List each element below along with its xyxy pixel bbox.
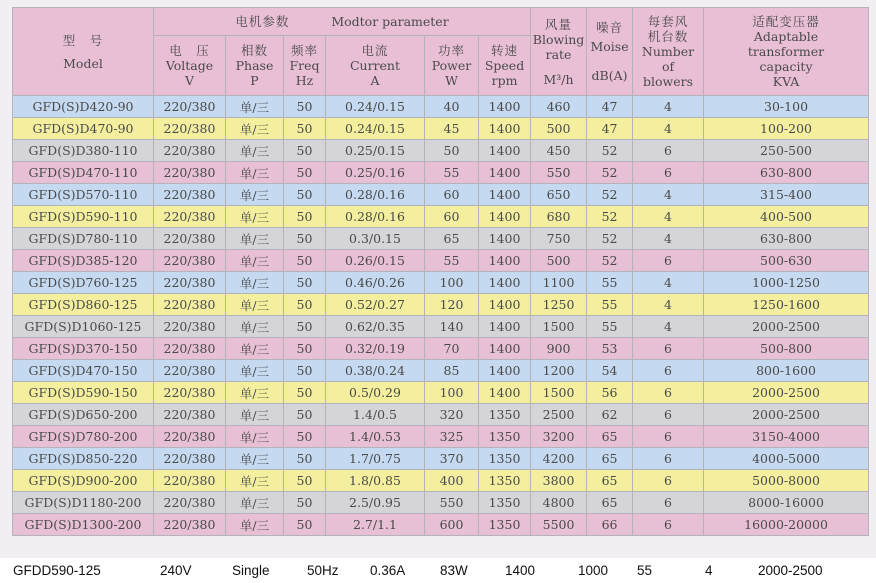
cell-speed: 1400 (479, 250, 531, 272)
cell-noise: 55 (587, 272, 633, 294)
cell-power: 60 (425, 184, 479, 206)
cell-model: GFD(S)D850-220 (13, 448, 154, 470)
cell-model: GFD(S)D760-125 (13, 272, 154, 294)
cell-power: 325 (425, 426, 479, 448)
cell-voltage: 220/380 (154, 492, 226, 514)
cell-speed: 1400 (479, 316, 531, 338)
cell-model: GFD(S)D1060-125 (13, 316, 154, 338)
cell-speed: 1350 (479, 470, 531, 492)
cell-speed: 1400 (479, 140, 531, 162)
table-row (13, 294, 869, 316)
cell-current: 1.4/0.53 (326, 426, 425, 448)
cell-kva: 2000-2500 (704, 404, 869, 426)
cell-freq: 50 (284, 426, 326, 448)
cell-kva: 16000-20000 (704, 514, 869, 536)
cell-voltage: 220/380 (154, 514, 226, 536)
cell-flow: 680 (531, 206, 587, 228)
cell-flow: 1250 (531, 294, 587, 316)
cell-current: 2.5/0.95 (326, 492, 425, 514)
cell-voltage: 220/380 (154, 206, 226, 228)
blowing-rate-header: 风量 Blowing rate M³/h (531, 8, 587, 96)
cell-noise: 55 (587, 294, 633, 316)
cell-model: GFD(S)D590-110 (13, 206, 154, 228)
cell-noise: 52 (587, 140, 633, 162)
table-row (13, 316, 869, 338)
cell-noise: 53 (587, 338, 633, 360)
cell-current: 0.52/0.27 (326, 294, 425, 316)
cell-freq: 50 (284, 272, 326, 294)
cell-noise: 52 (587, 162, 633, 184)
cell-kva: 630-800 (704, 228, 869, 250)
cell-speed: 1350 (479, 448, 531, 470)
cell-kva: 4000-5000 (704, 448, 869, 470)
cell-kva: 250-500 (704, 140, 869, 162)
cell-current: 0.5/0.29 (326, 382, 425, 404)
cell-noise: 52 (587, 228, 633, 250)
cell-flow: 1200 (531, 360, 587, 382)
cell-freq: 50 (284, 470, 326, 492)
cell-voltage: 220/380 (154, 118, 226, 140)
cell-current: 1.4/0.5 (326, 404, 425, 426)
footer-power: 83W (440, 563, 468, 578)
cell-noise: 55 (587, 316, 633, 338)
cell-phase: 单/三 (226, 250, 284, 272)
cell-power: 550 (425, 492, 479, 514)
cell-power: 120 (425, 294, 479, 316)
footer-noise: 55 (637, 563, 653, 578)
footer-model: GFDD590-125 (13, 563, 101, 578)
cell-voltage: 220/380 (154, 228, 226, 250)
cell-power: 65 (425, 228, 479, 250)
cell-blowers: 6 (633, 426, 704, 448)
cell-voltage: 220/380 (154, 338, 226, 360)
cell-noise: 62 (587, 404, 633, 426)
footer-blowers: 4 (705, 563, 713, 578)
cell-kva: 5000-8000 (704, 470, 869, 492)
motor-parameter-header: 电机参数 Modtor parameter (154, 8, 531, 36)
blowers-header: 每套风 机台数 Number of blowers (633, 8, 704, 96)
cell-kva: 100-200 (704, 118, 869, 140)
cell-voltage: 220/380 (154, 184, 226, 206)
cell-noise: 66 (587, 514, 633, 536)
cell-power: 600 (425, 514, 479, 536)
cell-kva: 2000-2500 (704, 382, 869, 404)
cell-power: 85 (425, 360, 479, 382)
cell-noise: 47 (587, 118, 633, 140)
cell-current: 0.32/0.19 (326, 338, 425, 360)
cell-flow: 750 (531, 228, 587, 250)
cell-freq: 50 (284, 184, 326, 206)
cell-flow: 3800 (531, 470, 587, 492)
cell-power: 100 (425, 382, 479, 404)
cell-model: GFD(S)D370-150 (13, 338, 154, 360)
table-row (13, 96, 869, 118)
table-body (13, 96, 869, 536)
cell-flow: 450 (531, 140, 587, 162)
footer-current: 0.36A (370, 563, 406, 578)
cell-phase: 单/三 (226, 514, 284, 536)
table-row (13, 162, 869, 184)
cell-noise: 52 (587, 184, 633, 206)
cell-speed: 1400 (479, 96, 531, 118)
cell-power: 370 (425, 448, 479, 470)
cell-current: 0.62/0.35 (326, 316, 425, 338)
cell-noise: 52 (587, 206, 633, 228)
cell-voltage: 220/380 (154, 250, 226, 272)
cell-model: GFD(S)D900-200 (13, 470, 154, 492)
cell-speed: 1400 (479, 184, 531, 206)
cell-flow: 460 (531, 96, 587, 118)
cell-blowers: 6 (633, 448, 704, 470)
cell-flow: 2500 (531, 404, 587, 426)
table-row (13, 140, 869, 162)
table-row (13, 272, 869, 294)
cell-flow: 1500 (531, 316, 587, 338)
cell-voltage: 220/380 (154, 162, 226, 184)
cell-voltage: 220/380 (154, 404, 226, 426)
cell-speed: 1400 (479, 118, 531, 140)
cell-power: 400 (425, 470, 479, 492)
table-row (13, 404, 869, 426)
cell-freq: 50 (284, 404, 326, 426)
cell-freq: 50 (284, 140, 326, 162)
cell-kva: 800-1600 (704, 360, 869, 382)
cell-model: GFD(S)D470-90 (13, 118, 154, 140)
cell-phase: 单/三 (226, 404, 284, 426)
cell-model: GFD(S)D380-110 (13, 140, 154, 162)
cell-blowers: 6 (633, 470, 704, 492)
cell-speed: 1400 (479, 162, 531, 184)
cell-model: GFD(S)D470-150 (13, 360, 154, 382)
cell-blowers: 4 (633, 272, 704, 294)
cell-flow: 1500 (531, 382, 587, 404)
cell-current: 0.28/0.16 (326, 206, 425, 228)
transformer-header: 适配变压器 Adaptable transformer capacity KVA (704, 8, 869, 96)
cell-flow: 4800 (531, 492, 587, 514)
noise-header: 噪音 Moise dB(A) (587, 8, 633, 96)
cell-blowers: 4 (633, 206, 704, 228)
cell-power: 45 (425, 118, 479, 140)
table-row (13, 228, 869, 250)
footer-freq: 50Hz (307, 563, 339, 578)
cell-model: GFD(S)D860-125 (13, 294, 154, 316)
cell-model: GFD(S)D780-110 (13, 228, 154, 250)
cell-freq: 50 (284, 206, 326, 228)
cell-freq: 50 (284, 316, 326, 338)
table-row (13, 338, 869, 360)
cell-current: 0.25/0.16 (326, 162, 425, 184)
table-row (13, 118, 869, 140)
cell-phase: 单/三 (226, 118, 284, 140)
cell-freq: 50 (284, 514, 326, 536)
cell-freq: 50 (284, 382, 326, 404)
cell-speed: 1350 (479, 426, 531, 448)
table-row (13, 360, 869, 382)
cell-model: GFD(S)D420-90 (13, 96, 154, 118)
cell-power: 55 (425, 250, 479, 272)
cell-kva: 3150-4000 (704, 426, 869, 448)
cell-flow: 500 (531, 118, 587, 140)
cell-phase: 单/三 (226, 316, 284, 338)
cell-noise: 65 (587, 426, 633, 448)
cell-phase: 单/三 (226, 294, 284, 316)
cell-kva: 1250-1600 (704, 294, 869, 316)
cell-current: 0.24/0.15 (326, 96, 425, 118)
cell-power: 100 (425, 272, 479, 294)
cell-power: 140 (425, 316, 479, 338)
cell-flow: 500 (531, 250, 587, 272)
table-row (13, 382, 869, 404)
footer-flow: 1000 (578, 563, 609, 578)
cell-blowers: 4 (633, 96, 704, 118)
table-row (13, 206, 869, 228)
freq-header: 频率 Freq Hz (284, 36, 326, 96)
cell-phase: 单/三 (226, 360, 284, 382)
cell-flow: 1100 (531, 272, 587, 294)
cell-current: 0.25/0.15 (326, 140, 425, 162)
cell-flow: 650 (531, 184, 587, 206)
cell-voltage: 220/380 (154, 272, 226, 294)
cell-phase: 单/三 (226, 184, 284, 206)
cell-blowers: 4 (633, 118, 704, 140)
cell-phase: 单/三 (226, 272, 284, 294)
cell-freq: 50 (284, 294, 326, 316)
cell-phase: 单/三 (226, 426, 284, 448)
cell-freq: 50 (284, 492, 326, 514)
cell-model: GFD(S)D385-120 (13, 250, 154, 272)
cell-flow: 4200 (531, 448, 587, 470)
cell-phase: 单/三 (226, 492, 284, 514)
current-header: 电流 Current A (326, 36, 425, 96)
cell-flow: 3200 (531, 426, 587, 448)
cell-kva: 1000-1250 (704, 272, 869, 294)
cell-current: 0.3/0.15 (326, 228, 425, 250)
cell-kva: 630-800 (704, 162, 869, 184)
cell-voltage: 220/380 (154, 470, 226, 492)
cell-kva: 500-630 (704, 250, 869, 272)
cell-model: GFD(S)D570-110 (13, 184, 154, 206)
cell-voltage: 220/380 (154, 448, 226, 470)
table-row (13, 470, 869, 492)
power-header: 功率 Power W (425, 36, 479, 96)
cell-noise: 65 (587, 448, 633, 470)
cell-current: 0.46/0.26 (326, 272, 425, 294)
cell-voltage: 220/380 (154, 140, 226, 162)
cell-noise: 56 (587, 382, 633, 404)
cell-power: 40 (425, 96, 479, 118)
footer-speed: 1400 (505, 563, 536, 578)
footer-spec-line (0, 558, 876, 583)
cell-power: 70 (425, 338, 479, 360)
cell-blowers: 6 (633, 360, 704, 382)
cell-blowers: 6 (633, 404, 704, 426)
cell-blowers: 4 (633, 316, 704, 338)
cell-blowers: 6 (633, 338, 704, 360)
cell-power: 60 (425, 206, 479, 228)
cell-phase: 单/三 (226, 338, 284, 360)
cell-model: GFD(S)D470-110 (13, 162, 154, 184)
cell-current: 0.38/0.24 (326, 360, 425, 382)
cell-power: 50 (425, 140, 479, 162)
cell-current: 1.8/0.85 (326, 470, 425, 492)
cell-speed: 1400 (479, 382, 531, 404)
cell-blowers: 6 (633, 514, 704, 536)
model-header: 型 号 Model (13, 8, 154, 96)
cell-flow: 550 (531, 162, 587, 184)
cell-freq: 50 (284, 228, 326, 250)
footer-voltage: 240V (160, 563, 192, 578)
cell-noise: 65 (587, 470, 633, 492)
cell-kva: 2000-2500 (704, 316, 869, 338)
cell-power: 320 (425, 404, 479, 426)
cell-phase: 单/三 (226, 382, 284, 404)
cell-freq: 50 (284, 360, 326, 382)
cell-freq: 50 (284, 162, 326, 184)
cell-freq: 50 (284, 118, 326, 140)
cell-speed: 1400 (479, 272, 531, 294)
cell-phase: 单/三 (226, 228, 284, 250)
cell-kva: 500-800 (704, 338, 869, 360)
cell-speed: 1400 (479, 294, 531, 316)
cell-current: 2.7/1.1 (326, 514, 425, 536)
voltage-header: 电 压 Voltage V (154, 36, 226, 96)
cell-kva: 315-400 (704, 184, 869, 206)
table-row (13, 514, 869, 536)
cell-phase: 单/三 (226, 448, 284, 470)
cell-blowers: 4 (633, 228, 704, 250)
footer-phase: Single (232, 563, 270, 578)
cell-current: 0.24/0.15 (326, 118, 425, 140)
cell-current: 0.28/0.16 (326, 184, 425, 206)
cell-phase: 单/三 (226, 470, 284, 492)
cell-speed: 1400 (479, 338, 531, 360)
cell-blowers: 6 (633, 382, 704, 404)
table-row (13, 426, 869, 448)
cell-speed: 1400 (479, 228, 531, 250)
cell-speed: 1350 (479, 492, 531, 514)
cell-speed: 1400 (479, 360, 531, 382)
cell-kva: 8000-16000 (704, 492, 869, 514)
cell-phase: 单/三 (226, 162, 284, 184)
cell-phase: 单/三 (226, 96, 284, 118)
cell-freq: 50 (284, 96, 326, 118)
cell-blowers: 4 (633, 294, 704, 316)
cell-freq: 50 (284, 250, 326, 272)
cell-voltage: 220/380 (154, 96, 226, 118)
cell-speed: 1350 (479, 404, 531, 426)
cell-noise: 65 (587, 492, 633, 514)
speed-header: 转速 Speed rpm (479, 36, 531, 96)
cell-freq: 50 (284, 448, 326, 470)
cell-noise: 47 (587, 96, 633, 118)
table-row (13, 492, 869, 514)
cell-noise: 52 (587, 250, 633, 272)
cell-speed: 1400 (479, 206, 531, 228)
cell-speed: 1350 (479, 514, 531, 536)
cell-blowers: 4 (633, 184, 704, 206)
cell-voltage: 220/380 (154, 426, 226, 448)
cell-kva: 400-500 (704, 206, 869, 228)
cell-blowers: 6 (633, 250, 704, 272)
cell-model: GFD(S)D650-200 (13, 404, 154, 426)
cell-power: 55 (425, 162, 479, 184)
cell-current: 0.26/0.15 (326, 250, 425, 272)
table-row (13, 184, 869, 206)
cell-noise: 54 (587, 360, 633, 382)
cell-kva: 30-100 (704, 96, 869, 118)
phase-header: 相数 Phase P (226, 36, 284, 96)
cell-phase: 单/三 (226, 140, 284, 162)
cell-model: GFD(S)D1180-200 (13, 492, 154, 514)
cell-voltage: 220/380 (154, 382, 226, 404)
cell-voltage: 220/380 (154, 360, 226, 382)
fan-spec-table (12, 7, 869, 536)
cell-current: 1.7/0.75 (326, 448, 425, 470)
cell-blowers: 6 (633, 140, 704, 162)
cell-voltage: 220/380 (154, 294, 226, 316)
cell-model: GFD(S)D1300-200 (13, 514, 154, 536)
cell-flow: 5500 (531, 514, 587, 536)
cell-voltage: 220/380 (154, 316, 226, 338)
cell-model: GFD(S)D780-200 (13, 426, 154, 448)
cell-freq: 50 (284, 338, 326, 360)
cell-flow: 900 (531, 338, 587, 360)
table-row (13, 250, 869, 272)
footer-kva: 2000-2500 (758, 563, 823, 578)
cell-blowers: 6 (633, 492, 704, 514)
table-row (13, 448, 869, 470)
cell-model: GFD(S)D590-150 (13, 382, 154, 404)
cell-blowers: 6 (633, 162, 704, 184)
cell-phase: 单/三 (226, 206, 284, 228)
